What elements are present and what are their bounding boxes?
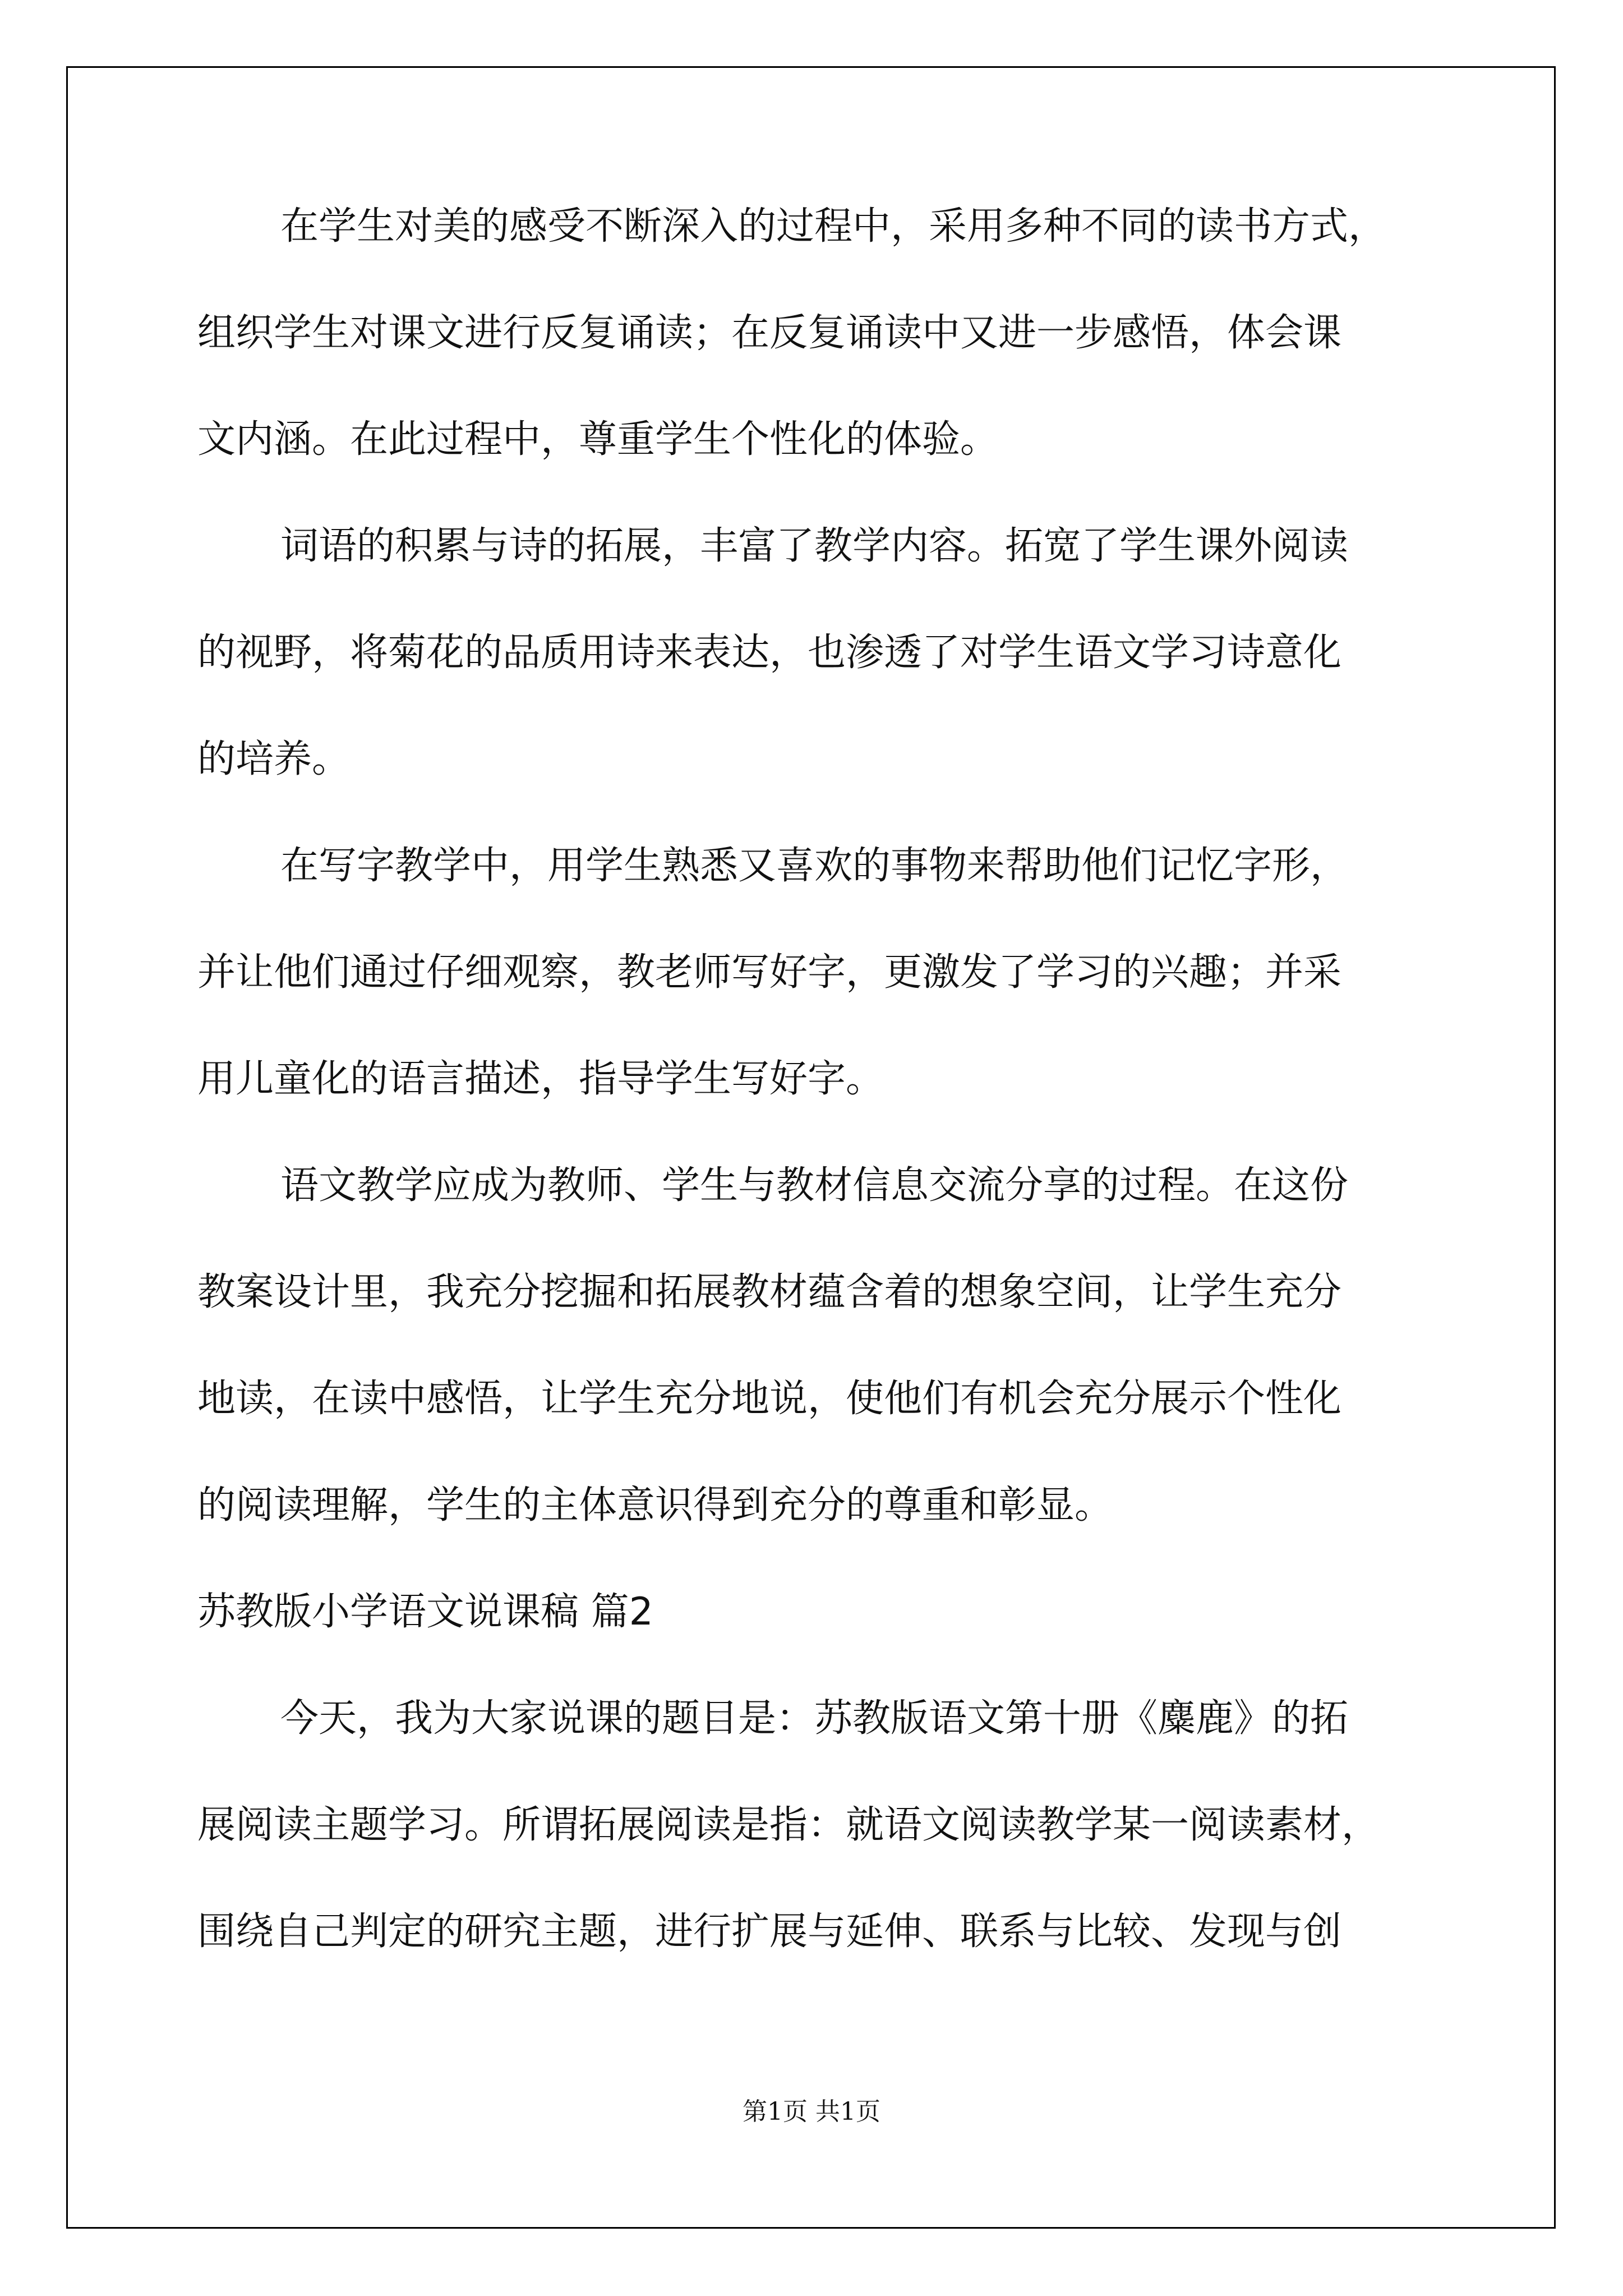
paragraph-2-line-1: 词语的积累与诗的拓展，丰富了教学内容。拓宽了学生课外阅读 [280,524,1349,568]
paragraph-3-line-3: 用儿童化的语言描述，指导学生写好字。 [197,1057,884,1101]
page-border [66,66,1556,2229]
paragraph-4-line-4: 的阅读理解，学生的主体意识得到充分的尊重和彰显。 [197,1483,1113,1527]
paragraph-4-line-1: 语文教学应成为教师、学生与教材信息交流分享的过程。在这份 [280,1163,1349,1208]
paragraph-3-line-1: 在写字教学中，用学生熟悉又喜欢的事物来帮助他们记忆字形， [280,844,1349,888]
paragraph-1-line-3: 文内涵。在此过程中，尊重学生个性化的体验。 [197,417,999,462]
paragraph-5-line-2: 展阅读主题学习。所谓拓展阅读是指：就语文阅读教学某一阅读素材， [197,1803,1380,1847]
paragraph-5-line-1: 今天，我为大家说课的题目是：苏教版语文第十册《麋鹿》的拓 [280,1696,1349,1741]
paragraph-3-line-2: 并让他们通过仔细观察，教老师写好字，更激发了学习的兴趣；并采 [197,950,1342,995]
section-heading: 苏教版小学语文说课稿 篇2 [197,1590,653,1634]
paragraph-2-line-3: 的培养。 [197,737,351,781]
paragraph-5-line-3: 围绕自己判定的研究主题，进行扩展与延伸、联系与比较、发现与创 [197,1910,1342,1954]
page-number-footer: 第1页 共1页 [743,2097,880,2126]
paragraph-4-line-2: 教案设计里，我充分挖掘和拓展教材蕴含着的想象空间，让学生充分 [197,1270,1342,1314]
paragraph-1-line-2: 组织学生对课文进行反复诵读；在反复诵读中又进一步感悟，体会课 [197,311,1342,355]
paragraph-4-line-3: 地读，在读中感悟，让学生充分地说，使他们有机会充分展示个性化 [197,1377,1342,1421]
paragraph-1-line-1: 在学生对美的感受不断深入的过程中，采用多种不同的读书方式， [280,204,1387,249]
paragraph-2-line-2: 的视野，将菊花的品质用诗来表达，也渗透了对学生语文学习诗意化 [197,631,1342,675]
